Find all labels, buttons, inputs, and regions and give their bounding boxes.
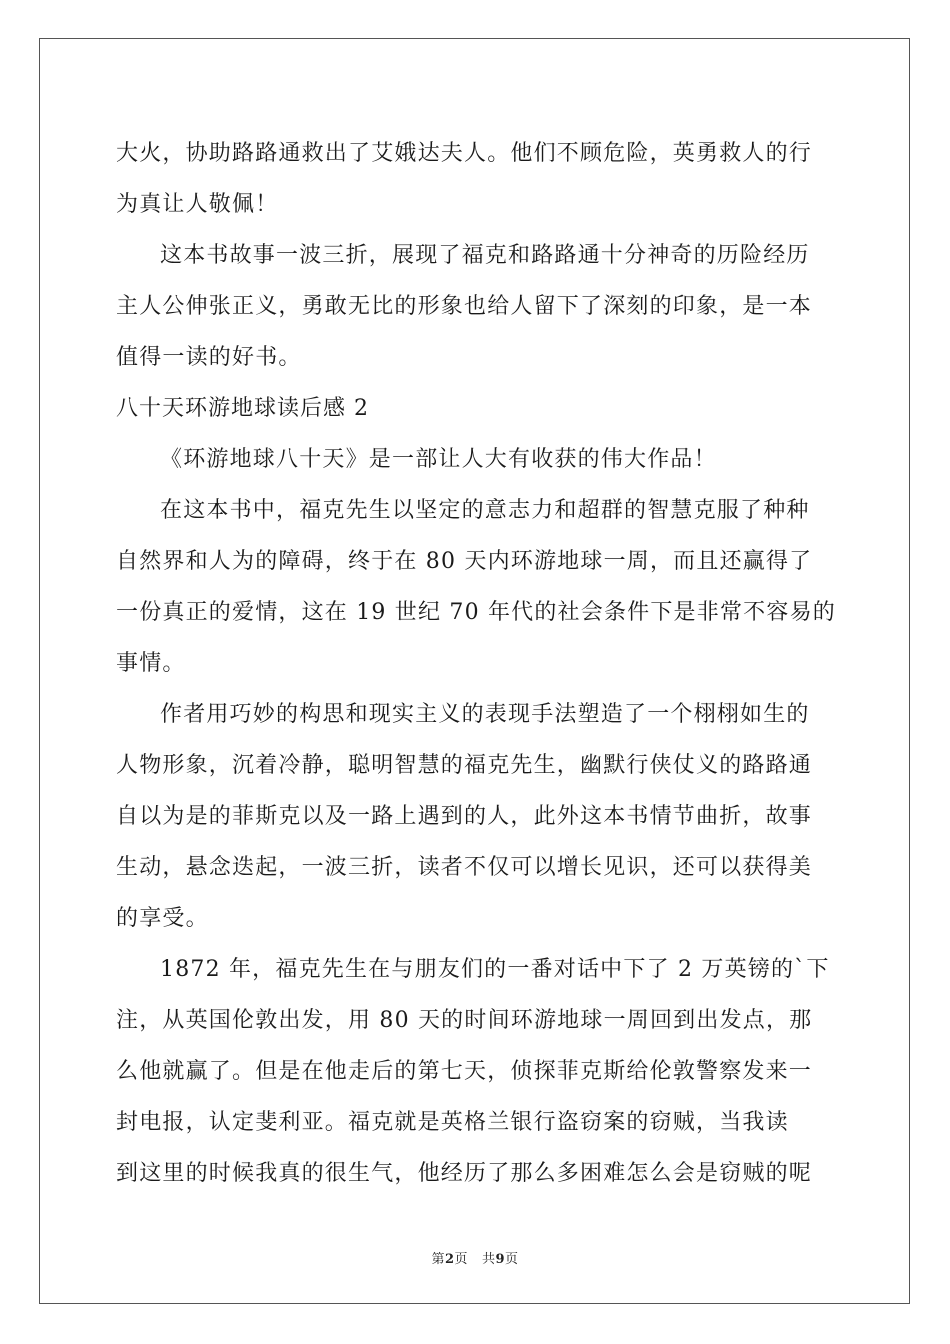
page-footer [0, 1248, 950, 1267]
page-suffix: 页 [505, 1252, 519, 1267]
document-body [116, 128, 834, 1199]
text-line: 到这里的时候我真的很生气，他经历了那么多困难怎么会是窃贼的呢 [116, 1161, 813, 1186]
text-line: 的享受。 [116, 906, 209, 931]
text-line: 值得一读的好书。 [116, 345, 302, 370]
text-line: 1872 年，福克先生在与朋友们的一番对话中下了 2 万英镑的`下 [160, 957, 830, 982]
page-current-number: 2 [445, 1252, 455, 1267]
text-line: 自以为是的菲斯克以及一路上遇到的人，此外这本书情节曲折，故事 [116, 804, 813, 829]
text-line: 《环游地球八十天》是一部让人大有收获的伟大作品！ [160, 447, 717, 472]
text-line: 为真让人敬佩！ [116, 192, 279, 217]
text-line: 在这本书中，福克先生以坚定的意志力和超群的智慧克服了种种 [160, 498, 810, 523]
page-total-number: 9 [495, 1252, 505, 1267]
text-line: 大火，协助路路通救出了艾娥达夫人。他们不顾危险，英勇救人的行 [116, 141, 813, 166]
text-line: 人物形象，沉着冷静，聪明智慧的福克先生，幽默行侠仗义的路路通 [116, 753, 813, 778]
text-line: 自然界和人为的障碍，终于在 80 天内环游地球一周，而且还赢得了 [116, 549, 813, 574]
text-line: 生动，悬念迭起，一波三折，读者不仅可以增长见识，还可以获得美 [116, 855, 813, 880]
text-line: 事情。 [116, 651, 186, 676]
section-heading: 八十天环游地球读后感 2 [116, 396, 369, 421]
text-line: 这本书故事一波三折，展现了福克和路路通十分神奇的历险经历 [160, 243, 810, 268]
page-prefix: 第 [431, 1252, 445, 1267]
page-middle: 页 共 [454, 1252, 496, 1267]
text-line: 么他就赢了。但是在他走后的第七天，侦探菲克斯给伦敦警察发来一 [116, 1059, 813, 1084]
text-line: 注，从英国伦敦出发，用 80 天的时间环游地球一周回到出发点，那 [116, 1008, 813, 1033]
text-line: 封电报，认定斐利亚。福克就是英格兰银行盗窃案的窃贼，当我读 [116, 1110, 789, 1135]
text-line: 主人公伸张正义，勇敢无比的形象也给人留下了深刻的印象，是一本 [116, 294, 813, 319]
text-line: 一份真正的爱情，这在 19 世纪 70 年代的社会条件下是非常不容易的 [116, 600, 836, 625]
text-line: 作者用巧妙的构思和现实主义的表现手法塑造了一个栩栩如生的 [160, 702, 810, 727]
